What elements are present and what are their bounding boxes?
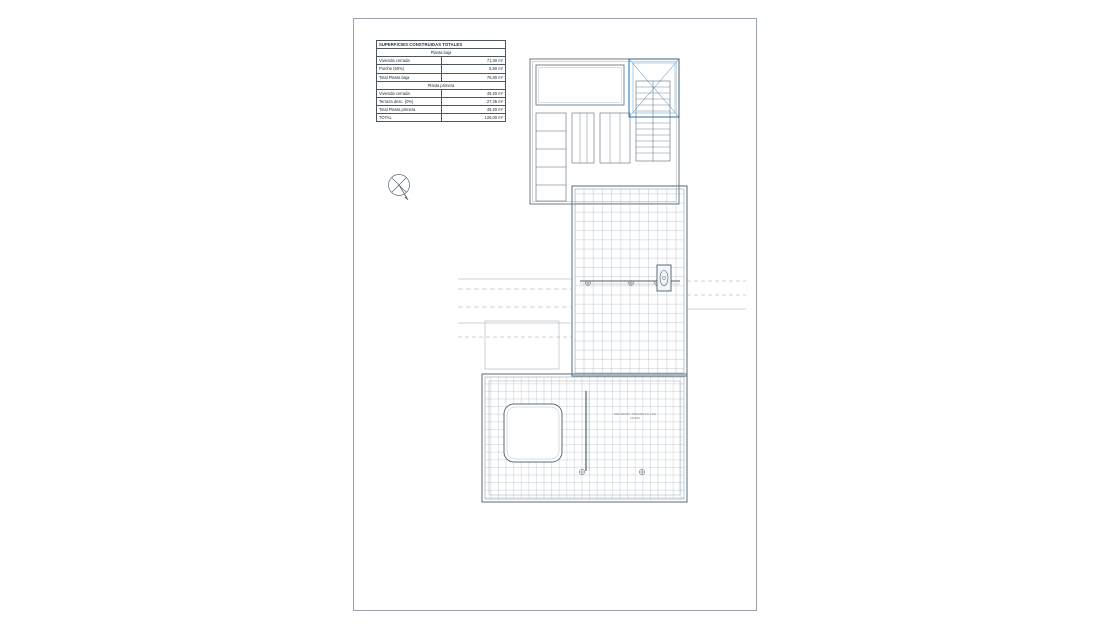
staircase	[636, 81, 670, 161]
utility-box	[657, 265, 671, 291]
total-label: TOTAL	[377, 114, 442, 122]
row-label: Total Planta baja	[377, 73, 442, 81]
row-value: 71,30 m²	[441, 57, 506, 65]
row-label: Porche (50%)	[377, 65, 442, 73]
pool-solarium-area	[482, 374, 687, 502]
row-label: Vivienda cerrada	[377, 89, 442, 97]
total-value: 126,00 m²	[441, 114, 506, 122]
section-heading-planta-primera: Planta primera	[377, 81, 506, 89]
terrace-tiled-area	[572, 186, 687, 376]
row-value: 27,35 m²	[441, 97, 506, 105]
table-title: SUPERFICIES CONSTRUIDAS TOTALES	[377, 41, 506, 49]
row-value: 5,50 m²	[441, 65, 506, 73]
row-value: 76,80 m²	[441, 73, 506, 81]
floor-plan-drawing	[354, 19, 758, 612]
section-heading-planta-baja: Planta baja	[377, 49, 506, 57]
drawing-sheet	[353, 18, 757, 611]
pool-area-note: SOLARIUM / PISCINA 3,5 x 8,0 (40 M²)	[613, 412, 657, 421]
row-value: 49,20 m²	[441, 89, 506, 97]
row-label: Terraza desc. (0%)	[377, 97, 442, 105]
row-label: Vivienda cerrada	[377, 57, 442, 65]
upper-building-block	[530, 59, 679, 204]
row-label: Total Planta primera	[377, 106, 442, 114]
row-value: 49,20 m²	[441, 106, 506, 114]
